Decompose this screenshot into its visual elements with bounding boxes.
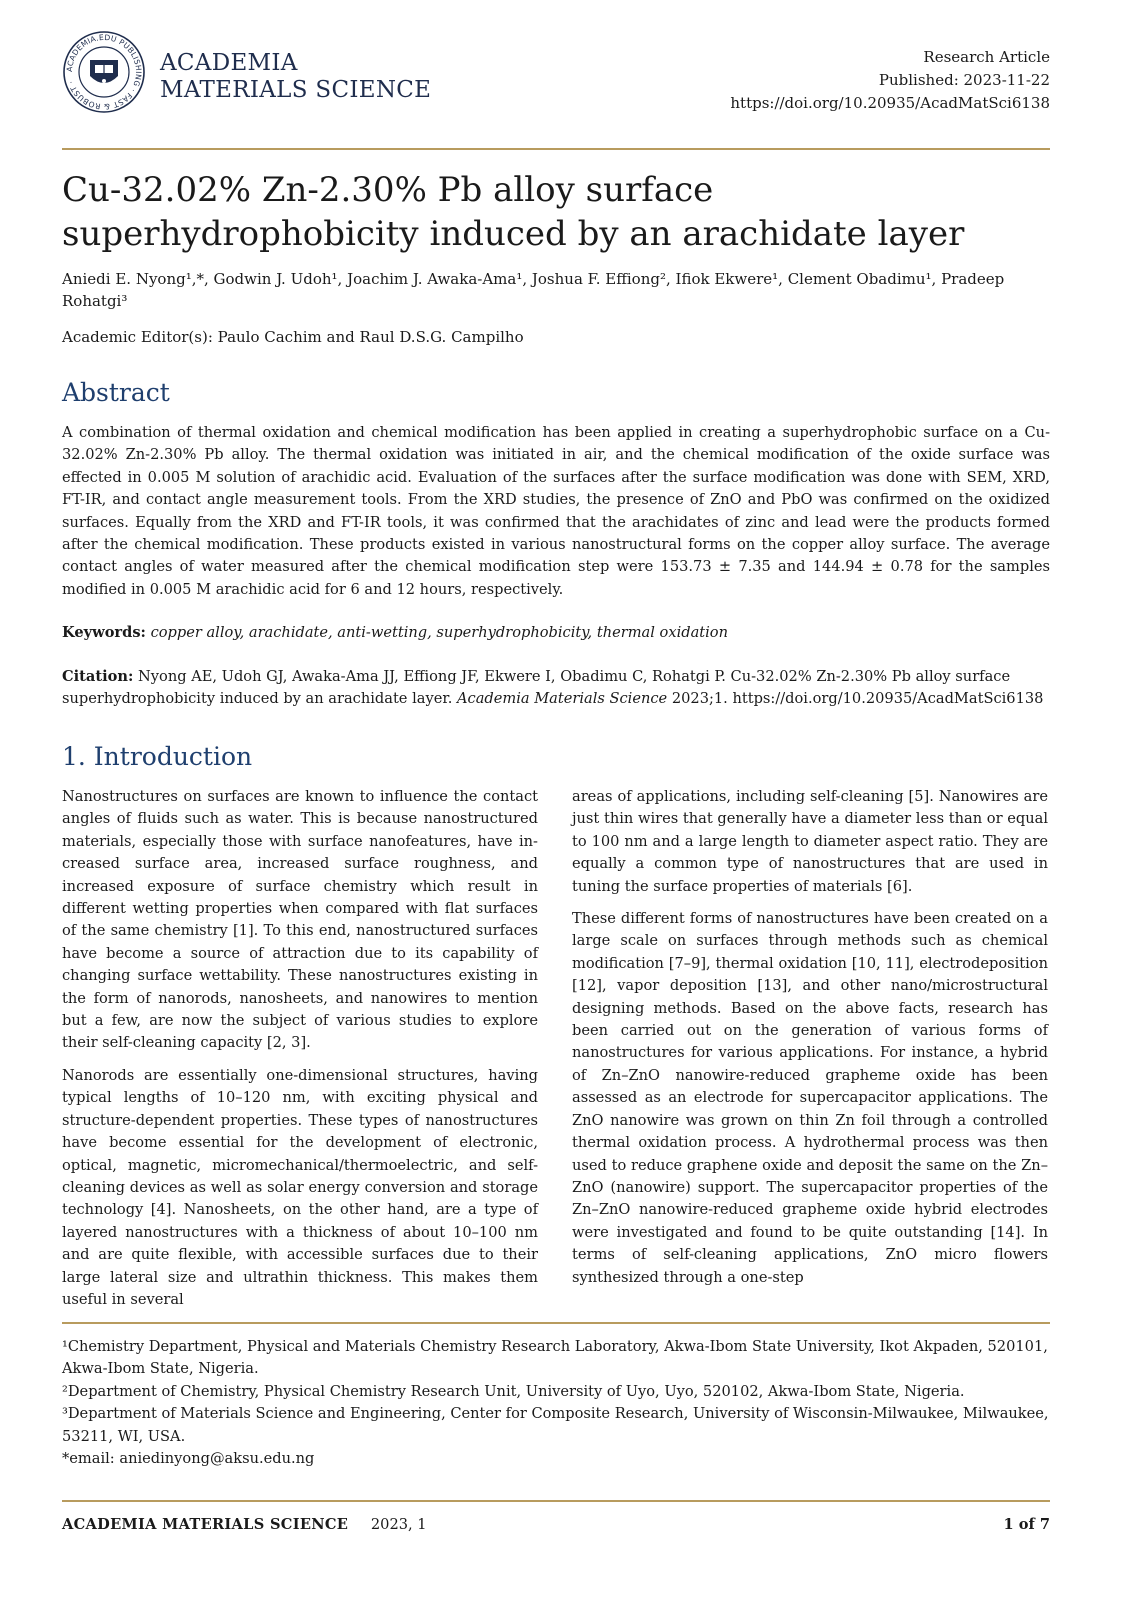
paragraph: areas of applications, including self-cleaning [5]. Nanowires are just thin wires that generally have a diameter less than or equal to 100 nm and a large length to diameter aspect ratio. They are equally a common type of nanostructures that are used in tuning the surface properties of materials [6]. xyxy=(572,788,1048,895)
footer-volume: 2023, 1 xyxy=(370,1516,427,1533)
citation-journal: Academia Materials Science xyxy=(456,690,668,708)
academic-editors: Academic Editor(s): Paulo Cachim and Raul D.S.G. Campilho xyxy=(62,328,524,346)
affiliation-footnote: ¹Chemistry Department, Physical and Materials Chemistry Research Laboratory, Akwa-Ibom State University, Ikot Akpaden, 520101, Akwa-Ibom State, Nigeria. xyxy=(62,1338,1048,1378)
body-column-left xyxy=(62,786,538,1321)
doi-link[interactable]: https://doi.org/10.20935/AcadMatSci6138 xyxy=(730,94,1050,112)
keywords-label: Keywords: xyxy=(62,624,146,641)
abstract-text: A combination of thermal oxidation and chemical modification has been applied in creating a superhydrophobic surface on a Cu-32.02% Zn-2.30% Pb alloy. The thermal oxidation was initiated in air, and the chemical modification of the oxide surface was effected in 0.005 M solution of arachidic acid. Evaluation of the surfaces after the surface modification was done with SEM, XRD, FT-IR, and contact angle measurement tools. From the XRD studies, the presence of ZnO and PbO was confirmed on the oxidized surfaces. Equally from the XRD and FT-IR tools, it was confirmed that the arachidates of zinc and lead were the products formed after the chemical modification. These products existed in various nanostructural forms on the copper alloy surface. The average contact angles of water measured after the chemical modification step were 153.73 ± 7.35 and 144.94 ± 0.78 for the samples modified in 0.005 M arachidic acid for 6 and 12 hours, respectively. xyxy=(62,424,1050,598)
published-date: Published: 2023-11-22 xyxy=(878,71,1050,89)
citation-doi[interactable]: 2023;1. https://doi.org/10.20935/AcadMatSci6138 xyxy=(671,690,1044,708)
citation xyxy=(62,666,1050,711)
affiliation-footnote: ³Department of Materials Science and Engineering, Center for Composite Research, University of Wisconsin-Milwaukee, Milwaukee, 53211, WI, USA. xyxy=(62,1405,1049,1445)
brand-line-2: MATERIALS SCIENCE xyxy=(160,77,432,103)
introduction-heading: 1. Introduction xyxy=(62,742,253,771)
article-title: Cu-32.02% Zn-2.30% Pb alloy surface superhydrophobicity induced by an arachidate layer xyxy=(62,170,965,254)
footnote-divider xyxy=(62,1322,1050,1324)
citation-text: Nyong AE, Udoh GJ, Awaka-Ama JJ, Effiong JF, Ekwere I, Obadimu C, Rohatgi P. Cu-32.02% Zn-2.30% Pb alloy surface superhydrophobicity induced by an arachidate layer. xyxy=(62,668,1011,708)
citation-label: Citation: xyxy=(62,668,134,685)
keywords xyxy=(62,622,1050,644)
corresponding-email[interactable]: *email: aniedinyong@aksu.edu.ng xyxy=(62,1450,315,1468)
header-divider xyxy=(62,148,1050,150)
author-list: Aniedi E. Nyong¹,*, Godwin J. Udoh¹, Joachim J. Awaka-Ama¹, Joshua F. Effiong², Ifiok Ekwere¹, Clement Obadimu¹, Pradeep Rohatgi³ xyxy=(62,270,1005,310)
affiliation-footnote: ²Department of Chemistry, Physical Chemistry Research Unit, University of Uyo, Uyo, 520102, Akwa-Ibom State, Nigeria. xyxy=(62,1382,965,1400)
paragraph: Nanostructures on surfaces are known to influence the contact angles of fluids such as water. This is because nanostructured materials, especially those with surface nanofeatures, have in-creased surface area, increased surface roughness, and increased exposure of surface chemistry which result in different wetting properties when compared with flat surfaces of the same chemistry [1]. To this end, nanostructured surfaces have become a source of attraction due to its capability of changing surface wettability. These nanostructures existing in the form of nanorods, nanosheets, and nanowires to mention but a few, are now the subject of various studies to explore their self-cleaning capacity [2, 3]. xyxy=(62,788,538,1052)
seal-text: ACADEMIA.EDU PUBLISHING · FAST & ROBUST · xyxy=(64,32,144,112)
article-type: Research Article xyxy=(923,48,1050,66)
keywords-text: copper alloy, arachidate, anti-wetting, superhydrophobicity, thermal oxidation xyxy=(150,624,728,641)
paper-page xyxy=(62,0,1050,1600)
page-number: 1 of 7 xyxy=(1003,1516,1050,1533)
abstract-heading: Abstract xyxy=(62,378,170,407)
article-meta xyxy=(730,46,1050,115)
footer-divider xyxy=(62,1500,1050,1502)
paragraph: These different forms of nanostructures have been created on a large scale on surfaces through methods such as chemical modification [7–9], thermal oxidation [10, 11], electrodeposition [12], vapor deposition [13], and other nano/microstructural designing methods. Based on the above facts, research has been carried out on the generation of various forms of nanostructures for various applications. For instance, a hybrid of Zn–ZnO nanowire-reduced grapheme oxide has been assessed as an electrode for supercapacitor applications. The ZnO nanowire was grown on thin Zn foil through a controlled thermal oxidation process. A hydrothermal process was then used to reduce graphene oxide and deposit the same on the Zn–ZnO (nanowire) support. The supercapacitor properties of the Zn–ZnO nanowire-reduced grapheme oxide hybrid electrodes were investigated and found to be quite outstanding [14]. In terms of self-cleaning applications, ZnO micro flowers synthesized through a one-step xyxy=(572,910,1048,1286)
masthead xyxy=(62,30,1050,120)
footer-journal: ACADEMIA MATERIALS SCIENCE xyxy=(62,1516,349,1533)
paragraph: Nanorods are essentially one-dimensional structures, having typical lengths of 10–120 nm, with exciting physical and structure-dependent properties. These types of nanostructures have become essential for the development of electronic, optical, magnetic, micromechanical/thermoelectric, and self-cleaning devices as well as solar energy conversion and storage technology [4]. Nanosheets, on the other hand, are a type of layered nanostructures with a thickness of about 10–100 nm and are quite flexible, with accessible surfaces due to their large lateral size and ultrathin thickness. This makes them useful in several xyxy=(62,1066,538,1308)
page-footer xyxy=(62,1516,1050,1538)
publisher-seal-logo xyxy=(62,30,146,114)
body-column-right xyxy=(572,786,1048,1299)
brand-line-1: ACADEMIA xyxy=(160,50,298,76)
journal-brand xyxy=(160,50,431,104)
affiliation-footnotes xyxy=(62,1336,1050,1470)
